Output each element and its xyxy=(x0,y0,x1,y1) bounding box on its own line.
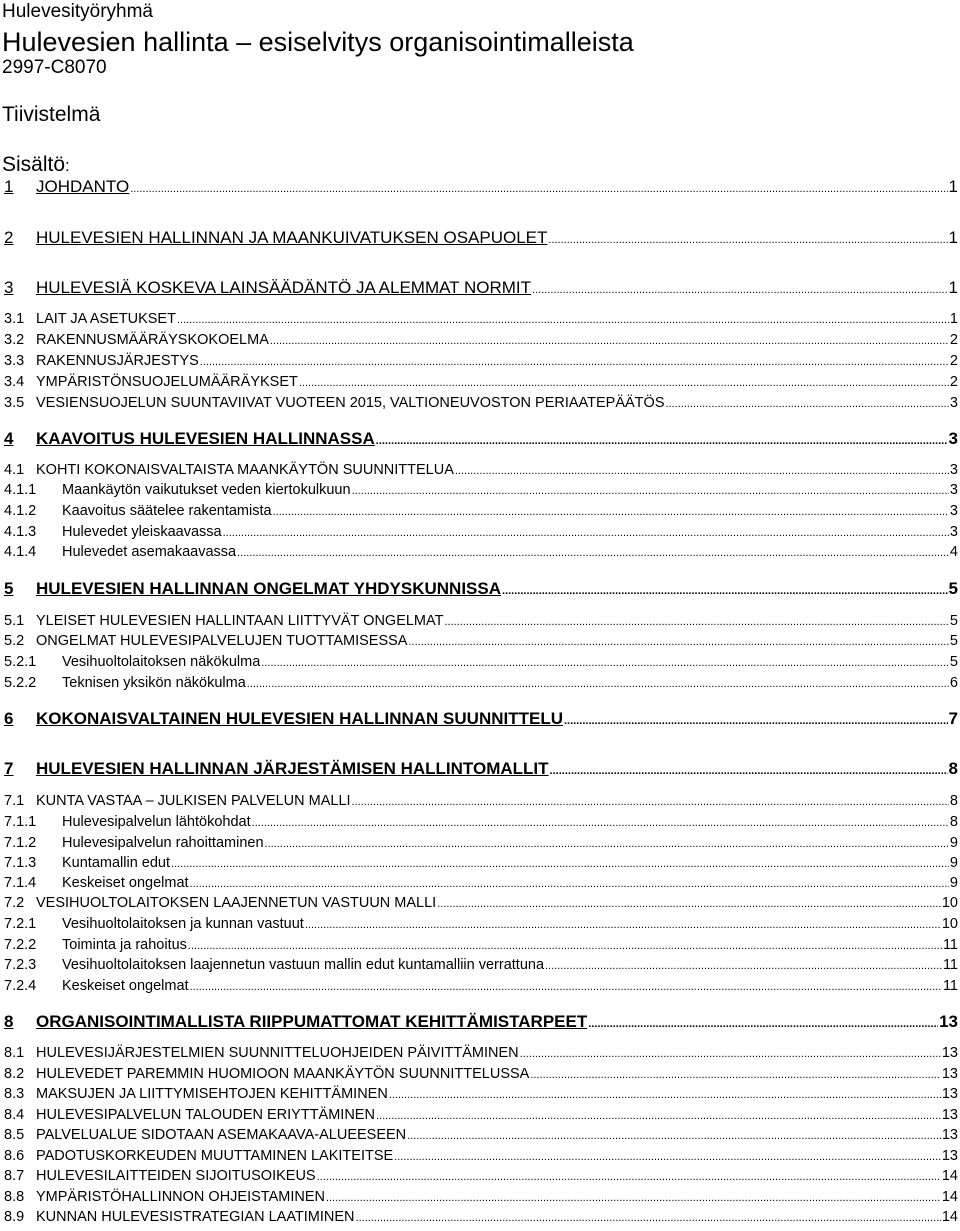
toc-entry[interactable] xyxy=(4,278,958,300)
toc-entry-title: ONGELMAT HULEVESIPALVELUJEN TUOTTAMISESSA xyxy=(36,633,408,649)
toc-entry-page: 2 xyxy=(949,332,958,348)
toc-leader-dots xyxy=(532,280,948,300)
toc-entry-title: HULEVESIEN HALLINNAN ONGELMAT YHDYSKUNNISSA xyxy=(36,579,502,598)
toc-entry-page: 4 xyxy=(949,544,958,560)
toc-entry[interactable] xyxy=(4,1168,958,1186)
toc-entry-title: YMPÄRISTÖNSUOJELUMÄÄRÄYKSET xyxy=(36,374,298,390)
toc-entry-title: KUNNAN HULEVESISTRATEGIAN LAATIMINEN xyxy=(36,1209,355,1225)
contents-colon: : xyxy=(65,156,70,175)
toc-entry-title: Keskeiset ongelmat xyxy=(62,875,189,891)
toc-entry[interactable] xyxy=(4,675,958,693)
toc-leader-dots xyxy=(177,312,949,329)
toc-entry[interactable] xyxy=(4,228,958,250)
toc-entry[interactable] xyxy=(4,177,958,199)
toc-entry-number: 6 xyxy=(4,709,14,728)
toc-leader-dots xyxy=(130,179,947,199)
toc-entry-page: 3 xyxy=(949,503,958,519)
toc-entry-number: 4.1.4 xyxy=(4,544,37,560)
toc-leader-dots xyxy=(545,958,942,975)
toc-leader-dots xyxy=(376,431,948,451)
toc-entry-page: 1 xyxy=(949,311,958,327)
toc-entry-page: 9 xyxy=(949,875,958,891)
toc-leader-dots xyxy=(237,545,949,562)
toc-entry-number: 8.9 xyxy=(4,1209,25,1225)
toc-entry[interactable] xyxy=(4,524,958,542)
toc-entry-title: Kuntamallin edut xyxy=(62,855,171,871)
toc-leader-dots xyxy=(376,1108,941,1125)
toc-entry-page: 13 xyxy=(941,1045,958,1061)
toc-leader-dots xyxy=(247,676,949,693)
toc-entry-page: 13 xyxy=(941,1107,958,1123)
toc-entry-title: KUNTA VASTAA – JULKISEN PALVELUN MALLI xyxy=(36,793,351,809)
toc-entry[interactable] xyxy=(4,1189,958,1207)
toc-leader-dots xyxy=(548,230,947,250)
toc-entry-title: KAAVOITUS HULEVESIEN HALLINNASSA xyxy=(36,429,375,448)
toc-entry-title: Kaavoitus säätelee rakentamista xyxy=(62,503,272,519)
toc-entry-page: 13 xyxy=(939,1012,958,1031)
toc-entry[interactable] xyxy=(4,503,958,521)
toc-entry[interactable] xyxy=(4,957,958,975)
toc-entry[interactable] xyxy=(4,709,958,731)
toc-entry-title: Hulevedet yleiskaavassa xyxy=(62,524,222,540)
toc-entry[interactable] xyxy=(4,579,958,601)
toc-leader-dots xyxy=(299,375,949,392)
toc-leader-dots xyxy=(408,634,948,651)
toc-entry-number: 7.1.4 xyxy=(4,875,37,891)
toc-entry-title: YLEISET HULEVESIEN HALLINTAAN LIITTYVÄT ONGELMAT xyxy=(36,613,444,629)
toc-entry[interactable] xyxy=(4,1045,958,1063)
toc-entry-number: 3.4 xyxy=(4,374,25,390)
toc-leader-dots xyxy=(407,1128,941,1145)
toc-entry-title: HULEVESILAITTEIDEN SIJOITUSOIKEUS xyxy=(36,1168,316,1184)
toc-leader-dots xyxy=(190,876,949,893)
toc-entry-title: HULEVESIEN HALLINNAN JA MAANKUIVATUKSEN OSAPUOLET xyxy=(36,228,548,247)
toc-leader-dots xyxy=(550,761,948,781)
toc-entry-title: Teknisen yksikön näkökulma xyxy=(62,675,246,691)
toc-entry-title: VESIHUOLTOLAITOKSEN LAAJENNETUN VASTUUN MALLI xyxy=(36,895,437,911)
toc-entry-number: 3.3 xyxy=(4,353,25,369)
toc-entry-page: 3 xyxy=(949,524,958,540)
toc-entry-number: 7 xyxy=(4,759,14,778)
toc-entry[interactable] xyxy=(4,1148,958,1166)
toc-entry[interactable] xyxy=(4,916,958,934)
toc-leader-dots xyxy=(356,1210,941,1227)
toc-entry-page: 5 xyxy=(949,633,958,649)
toc-entry[interactable] xyxy=(4,978,958,996)
summary-heading: Tiivistelmä xyxy=(2,103,101,126)
toc-entry-page: 11 xyxy=(942,978,958,994)
toc-entry[interactable] xyxy=(4,937,958,955)
toc-leader-dots xyxy=(252,815,949,832)
toc-leader-dots xyxy=(200,354,949,371)
toc-entry-number: 4.1 xyxy=(4,462,25,478)
toc-leader-dots xyxy=(588,1014,938,1034)
toc-leader-dots xyxy=(520,1046,941,1063)
toc-entry-page: 1 xyxy=(948,278,958,297)
toc-entry-title: Hulevesipalvelun rahoittaminen xyxy=(62,835,264,851)
toc-entry-number: 3.5 xyxy=(4,395,25,411)
toc-leader-dots xyxy=(317,1169,941,1186)
toc-entry[interactable] xyxy=(4,633,958,651)
toc-entry-page: 1 xyxy=(948,228,958,247)
toc-entry-page: 1 xyxy=(948,177,958,196)
toc-leader-dots xyxy=(188,938,942,955)
toc-entry-title: JOHDANTO xyxy=(36,177,130,196)
toc-leader-dots xyxy=(261,655,949,672)
toc-entry-number: 8.7 xyxy=(4,1168,25,1184)
toc-entry-title: PADOTUSKORKEUDEN MUUTTAMINEN LAKITEITSE xyxy=(36,1148,394,1164)
toc-entry-title: Hulevedet asemakaavassa xyxy=(62,544,237,560)
toc-entry-title: Keskeiset ongelmat xyxy=(62,978,189,994)
toc-entry-number: 8.2 xyxy=(4,1066,25,1082)
toc-entry-number: 4.1.3 xyxy=(4,524,37,540)
toc-entry-page: 7 xyxy=(948,709,958,728)
toc-entry-number: 8 xyxy=(4,1012,14,1031)
organization-name: Hulevesityöryhmä xyxy=(2,1,153,22)
toc-entry[interactable] xyxy=(4,311,958,329)
toc-leader-dots xyxy=(444,614,948,631)
toc-entry[interactable] xyxy=(4,613,958,631)
toc-leader-dots xyxy=(352,794,949,811)
toc-entry-page: 9 xyxy=(949,855,958,871)
toc-entry-number: 7.1.2 xyxy=(4,835,37,851)
toc-entry[interactable] xyxy=(4,875,958,893)
toc-entry[interactable] xyxy=(4,855,958,873)
toc-entry-title: VESIENSUOJELUN SUUNTAVIIVAT VUOTEEN 2015, VALTIONEUVOSTON PERIAATEPÄÄTÖS xyxy=(36,395,665,411)
toc-entry-title: Maankäytön vaikutukset veden kiertokulkuun xyxy=(62,482,351,498)
toc-entry-number: 4.1.1 xyxy=(4,482,37,498)
toc-entry-title: LAIT JA ASETUKSET xyxy=(36,311,176,327)
toc-entry-title: HULEVESIEN HALLINNAN JÄRJESTÄMISEN HALLINTOMALLIT xyxy=(36,759,549,778)
toc-entry[interactable] xyxy=(4,1209,958,1227)
toc-entry-title: RAKENNUSMÄÄRÄYSKOKOELMA xyxy=(36,332,269,348)
toc-entry[interactable] xyxy=(4,1107,958,1125)
toc-entry-page: 3 xyxy=(949,395,958,411)
toc-entry-page: 8 xyxy=(949,793,958,809)
toc-entry-number: 7.2 xyxy=(4,895,25,911)
toc-entry-number: 5.1 xyxy=(4,613,25,629)
toc-entry-title: Vesihuoltolaitoksen näkökulma xyxy=(62,654,261,670)
toc-entry-page: 13 xyxy=(941,1086,958,1102)
toc-entry[interactable] xyxy=(4,814,958,832)
toc-entry-number: 7.2.1 xyxy=(4,916,37,932)
toc-entry-page: 2 xyxy=(949,374,958,390)
toc-entry-page: 10 xyxy=(941,916,958,932)
toc-entry[interactable] xyxy=(4,374,958,392)
toc-leader-dots xyxy=(352,483,949,500)
toc-entry-number: 8.1 xyxy=(4,1045,25,1061)
toc-entry-number: 1 xyxy=(4,177,14,196)
toc-entry-number: 5 xyxy=(4,579,14,598)
document-title: Hulevesien hallinta – esiselvitys organisointimalleista xyxy=(2,27,634,57)
toc-entry-title: YMPÄRISTÖHALLINNON OHJEISTAMINEN xyxy=(36,1189,325,1205)
toc-entry-number: 8.8 xyxy=(4,1189,25,1205)
toc-entry-number: 2 xyxy=(4,228,14,247)
toc-entry-number: 8.6 xyxy=(4,1148,25,1164)
toc-entry-title: PALVELUALUE SIDOTAAN ASEMAKAAVA-ALUEESEEN xyxy=(36,1127,407,1143)
toc-entry-title: KOHTI KOKONAISVALTAISTA MAANKÄYTÖN SUUNNITTELUA xyxy=(36,462,454,478)
toc-entry[interactable] xyxy=(4,835,958,853)
toc-entry-title: ORGANISOINTIMALLISTA RIIPPUMATTOMAT KEHITTÄMISTARPEET xyxy=(36,1012,588,1031)
toc-leader-dots xyxy=(502,581,948,601)
toc-leader-dots xyxy=(305,917,941,934)
toc-entry-page: 9 xyxy=(949,835,958,851)
toc-entry-page: 2 xyxy=(949,353,958,369)
toc-leader-dots xyxy=(223,525,949,542)
toc-entry-number: 5.2.2 xyxy=(4,675,37,691)
toc-leader-dots xyxy=(171,856,949,873)
contents-label: Sisältö xyxy=(2,153,66,176)
toc-entry-number: 7.1.3 xyxy=(4,855,37,871)
toc-entry[interactable] xyxy=(4,759,958,781)
toc-leader-dots xyxy=(389,1087,941,1104)
toc-entry-page: 5 xyxy=(948,579,958,598)
toc-entry[interactable] xyxy=(4,1012,958,1034)
toc-entry-number: 3.2 xyxy=(4,332,25,348)
toc-entry[interactable] xyxy=(4,395,958,413)
toc-entry-page: 6 xyxy=(949,675,958,691)
toc-entry-title: HULEVESIPALVELUN TALOUDEN ERIYTTÄMINEN xyxy=(36,1107,375,1123)
toc-entry[interactable] xyxy=(4,332,958,350)
toc-entry-number: 8.3 xyxy=(4,1086,25,1102)
toc-leader-dots xyxy=(265,836,949,853)
document-code: 2997-C8070 xyxy=(2,57,107,78)
toc-entry-page: 3 xyxy=(948,429,958,448)
toc-entry-title: Hulevesipalvelun lähtökohdat xyxy=(62,814,251,830)
toc-entry-page: 14 xyxy=(941,1209,958,1225)
toc-entry-title: Vesihuoltolaitoksen laajennetun vastuun mallin edut kuntamalliin verrattuna xyxy=(62,957,545,973)
toc-entry-page: 11 xyxy=(942,937,958,953)
toc-entry[interactable] xyxy=(4,482,958,500)
toc-entry-title: HULEVEDET PAREMMIN HUOMIOON MAANKÄYTÖN SUUNNITTELUSSA xyxy=(36,1066,530,1082)
toc-entry-number: 4.1.2 xyxy=(4,503,37,519)
toc-entry-page: 3 xyxy=(949,462,958,478)
toc-entry-page: 8 xyxy=(948,759,958,778)
toc-entry-page: 5 xyxy=(949,654,958,670)
toc-leader-dots xyxy=(394,1149,941,1166)
toc-entry-number: 5.2 xyxy=(4,633,25,649)
toc-entry-number: 4 xyxy=(4,429,14,448)
toc-leader-dots xyxy=(270,333,949,350)
toc-entry-number: 8.4 xyxy=(4,1107,25,1123)
toc-entry[interactable] xyxy=(4,1086,958,1104)
toc-entry-page: 3 xyxy=(949,482,958,498)
toc-entry-page: 14 xyxy=(941,1168,958,1184)
toc-leader-dots xyxy=(455,463,949,480)
toc-entry[interactable] xyxy=(4,1066,958,1084)
toc-entry-page: 5 xyxy=(949,613,958,629)
toc-leader-dots xyxy=(437,896,941,913)
toc-entry-number: 7.2.3 xyxy=(4,957,37,973)
toc-leader-dots xyxy=(530,1067,941,1084)
toc-entry[interactable] xyxy=(4,462,958,480)
toc-entry-number: 7.2.4 xyxy=(4,978,37,994)
toc-entry[interactable] xyxy=(4,1127,958,1145)
toc-entry-title: Toiminta ja rahoitus xyxy=(62,937,187,953)
toc-entry-number: 7.1.1 xyxy=(4,814,37,830)
toc-entry-title: MAKSUJEN JA LIITTYMISEHTOJEN KEHITTÄMINEN xyxy=(36,1086,388,1102)
toc-entry-title: HULEVESIJÄRJESTELMIEN SUUNNITTELUOHJEIDEN PÄIVITTÄMINEN xyxy=(36,1045,519,1061)
toc-leader-dots xyxy=(190,979,942,996)
toc-entry-number: 7.2.2 xyxy=(4,937,37,953)
toc-entry-page: 14 xyxy=(941,1189,958,1205)
toc-entry[interactable] xyxy=(4,544,958,562)
toc-entry-page: 13 xyxy=(941,1066,958,1082)
toc-entry-page: 11 xyxy=(942,957,958,973)
toc-entry-page: 13 xyxy=(941,1148,958,1164)
toc-entry[interactable] xyxy=(4,654,958,672)
toc-leader-dots xyxy=(273,504,949,521)
toc-entry-title: Vesihuoltolaitoksen ja kunnan vastuut xyxy=(62,916,304,932)
toc-entry[interactable] xyxy=(4,353,958,371)
toc-entry-number: 3 xyxy=(4,278,14,297)
toc-entry-page: 13 xyxy=(941,1127,958,1143)
toc-entry-number: 7.1 xyxy=(4,793,25,809)
toc-entry-title: HULEVESIÄ KOSKEVA LAINSÄÄDÄNTÖ JA ALEMMAT NORMIT xyxy=(36,278,532,297)
toc-leader-dots xyxy=(564,711,948,731)
toc-entry-title: RAKENNUSJÄRJESTYS xyxy=(36,353,199,369)
toc-entry[interactable] xyxy=(4,895,958,913)
toc-entry[interactable] xyxy=(4,429,958,451)
toc-entry-number: 3.1 xyxy=(4,311,25,327)
toc-entry-page: 8 xyxy=(949,814,958,830)
toc-entry-title: KOKONAISVALTAINEN HULEVESIEN HALLINNAN SUUNNITTELU xyxy=(36,709,563,728)
toc-entry-number: 8.5 xyxy=(4,1127,25,1143)
toc-leader-dots xyxy=(666,396,949,413)
toc-entry-number: 5.2.1 xyxy=(4,654,37,670)
toc-entry-page: 10 xyxy=(941,895,958,911)
toc-leader-dots xyxy=(326,1190,941,1207)
toc-entry[interactable] xyxy=(4,793,958,811)
